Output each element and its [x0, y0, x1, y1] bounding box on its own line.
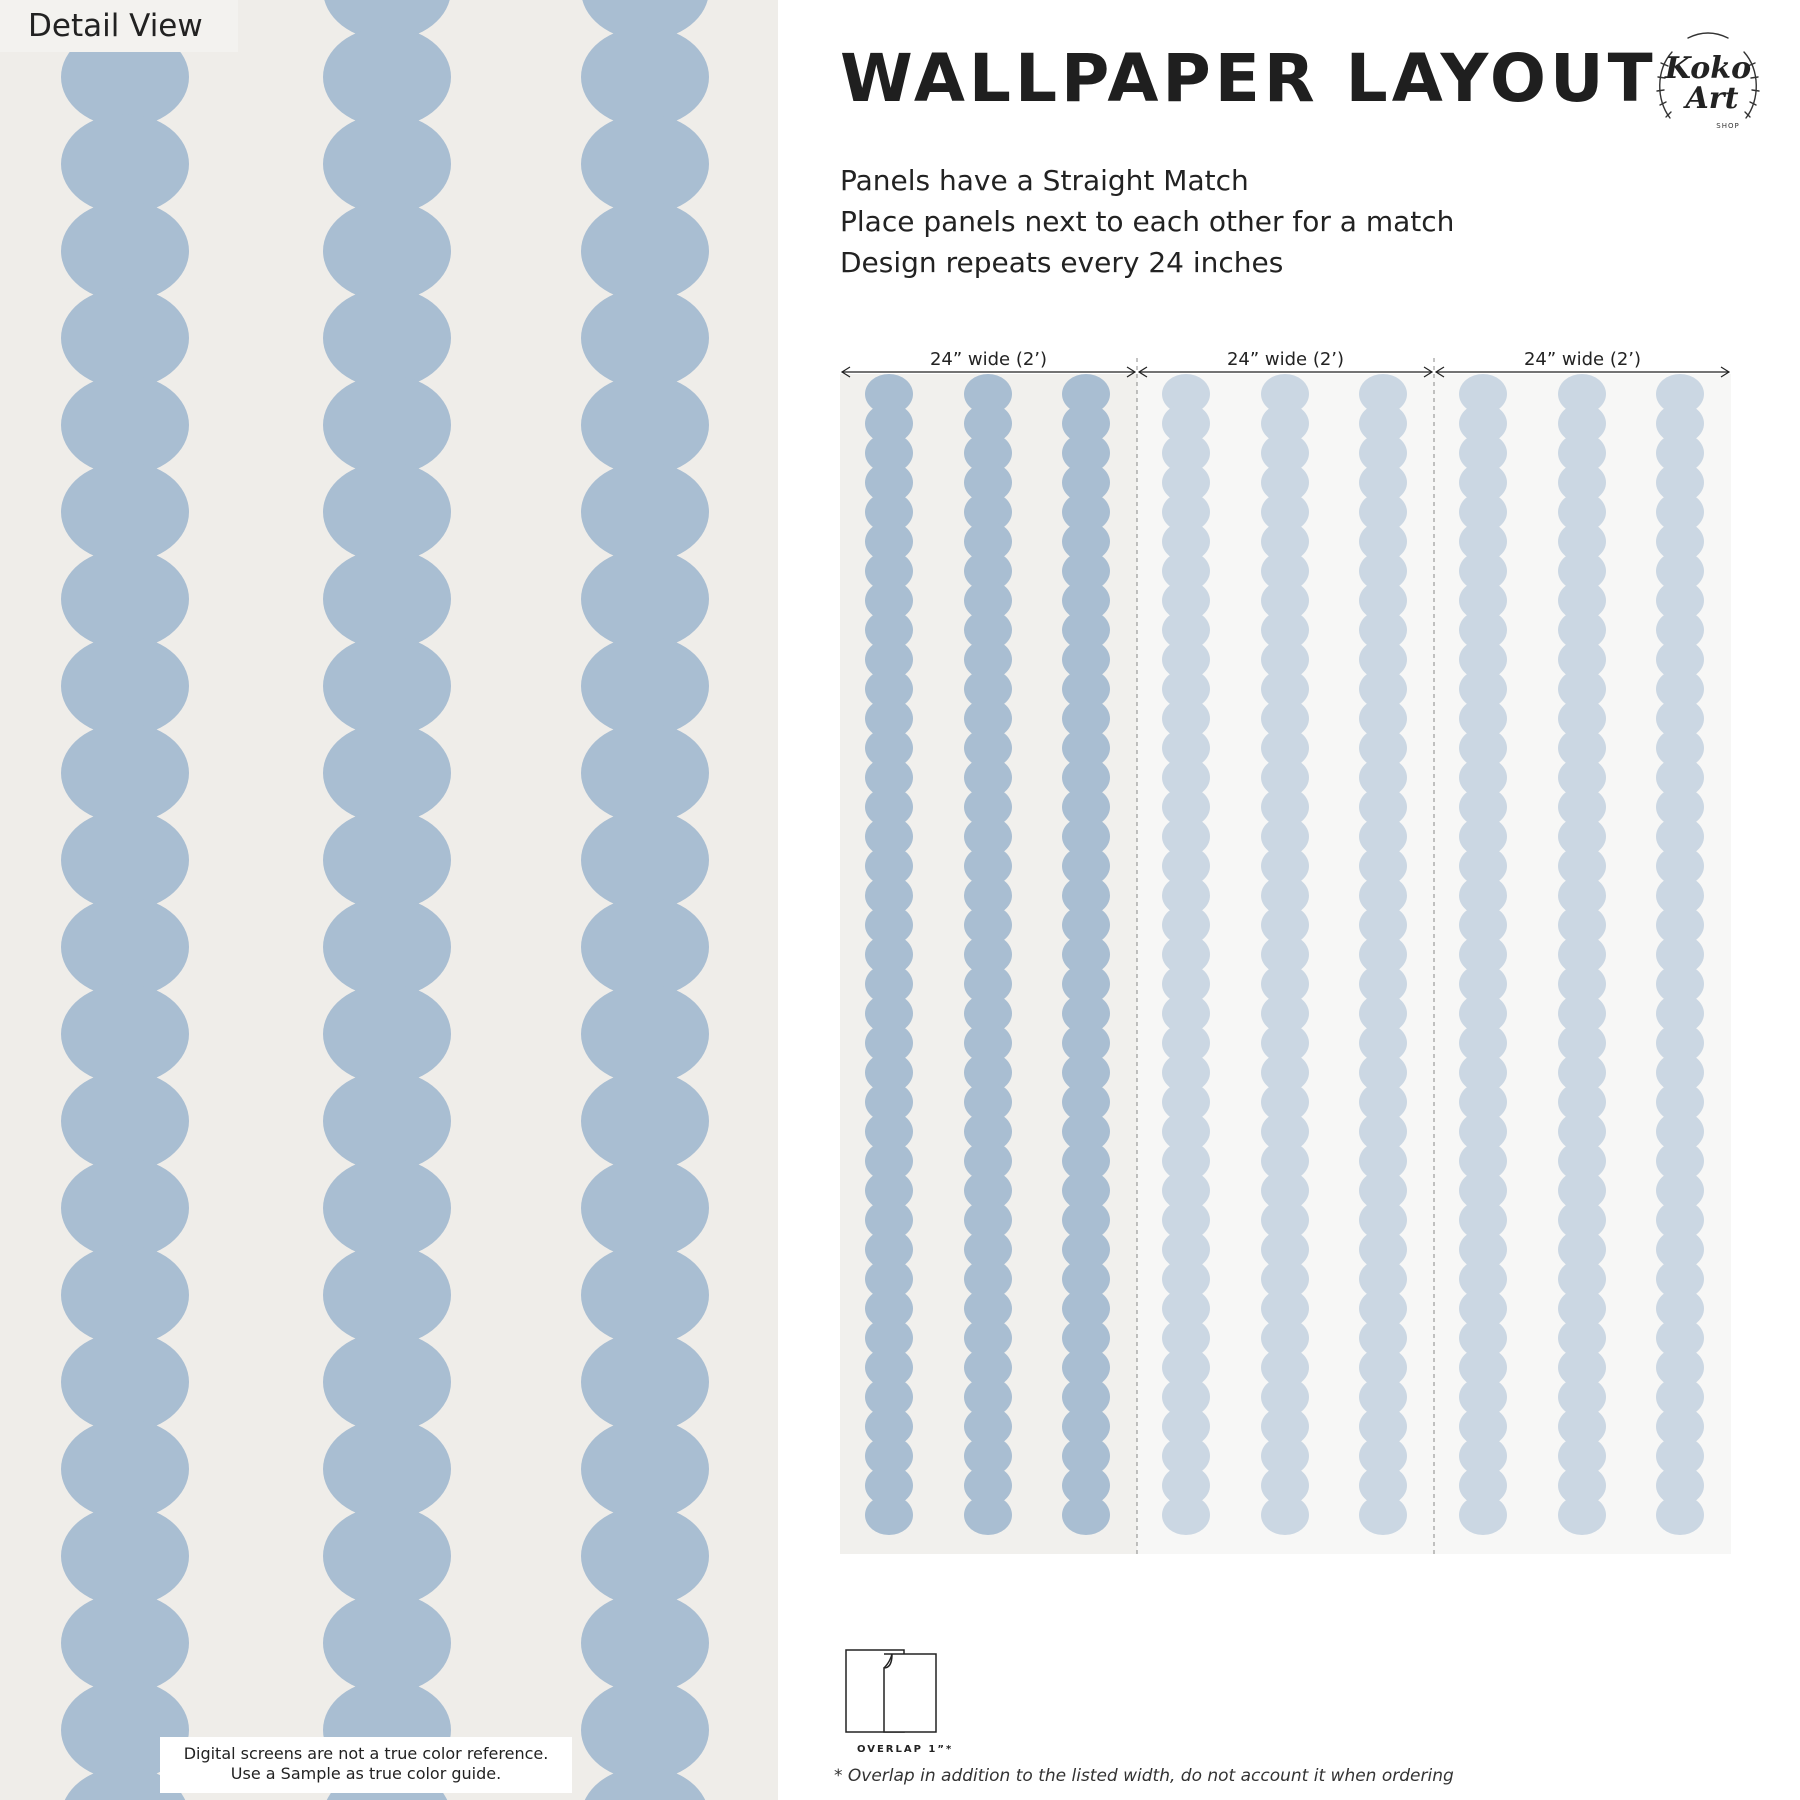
disclaimer-line-2: Use a Sample as true color guide. [230, 1764, 502, 1783]
overlap-icon [844, 1648, 942, 1736]
wallpaper-panel-1 [840, 374, 1137, 1554]
wallpaper-panel-3 [1434, 374, 1731, 1554]
installation-info [840, 160, 1454, 283]
panel-2-stripe-2 [1261, 374, 1309, 1535]
detail-pattern [0, 0, 778, 1800]
panel-2-stripe-3 [1359, 374, 1407, 1535]
color-disclaimer [160, 1737, 572, 1793]
panel-1-stripe-2 [964, 374, 1012, 1535]
panel-3-stripe-3 [1656, 374, 1704, 1535]
panel-layout-diagram [840, 340, 1735, 1560]
panel-3-stripe-2 [1558, 374, 1606, 1535]
detail-bead-stripe-3 [581, 0, 709, 1800]
wallpaper-panel-2 [1137, 374, 1434, 1554]
panel-2-width-label: 24” wide (2’) [1137, 349, 1434, 370]
panel-2-stripe-1 [1162, 374, 1210, 1535]
info-line-repeat: Design repeats every 24 inches [840, 246, 1284, 279]
disclaimer-line-1: Digital screens are not a true color reference. [183, 1744, 549, 1763]
detail-view-label: Detail View [0, 0, 238, 52]
panel-1-stripe-1 [865, 374, 913, 1535]
info-line-straight-match: Panels have a Straight Match [840, 164, 1249, 197]
detail-view [0, 0, 778, 1800]
koko-art-shop-logo [1648, 26, 1768, 148]
overlap-label: OVERLAP 1”* [857, 1744, 954, 1755]
panel-layout [840, 340, 1735, 1560]
panel-1-stripe-3 [1062, 374, 1110, 1535]
detail-bead-stripe-2 [323, 0, 451, 1800]
logo-text-shop: SHOP [1716, 122, 1740, 130]
page-title: WALLPAPER LAYOUT [840, 40, 1657, 117]
detail-bead-stripe-1 [61, 0, 189, 1800]
logo-text-koko: Koko [1664, 51, 1752, 86]
panel-1-width-label: 24” wide (2’) [840, 349, 1137, 370]
info-line-placement: Place panels next to each other for a match [840, 205, 1455, 238]
overlap-footnote: * Overlap in addition to the listed width, do not account it when ordering [834, 1766, 1454, 1786]
logo-text-art: Art [1685, 81, 1739, 116]
panel-3-width-label: 24” wide (2’) [1434, 349, 1731, 370]
panel-3-stripe-1 [1459, 374, 1507, 1535]
